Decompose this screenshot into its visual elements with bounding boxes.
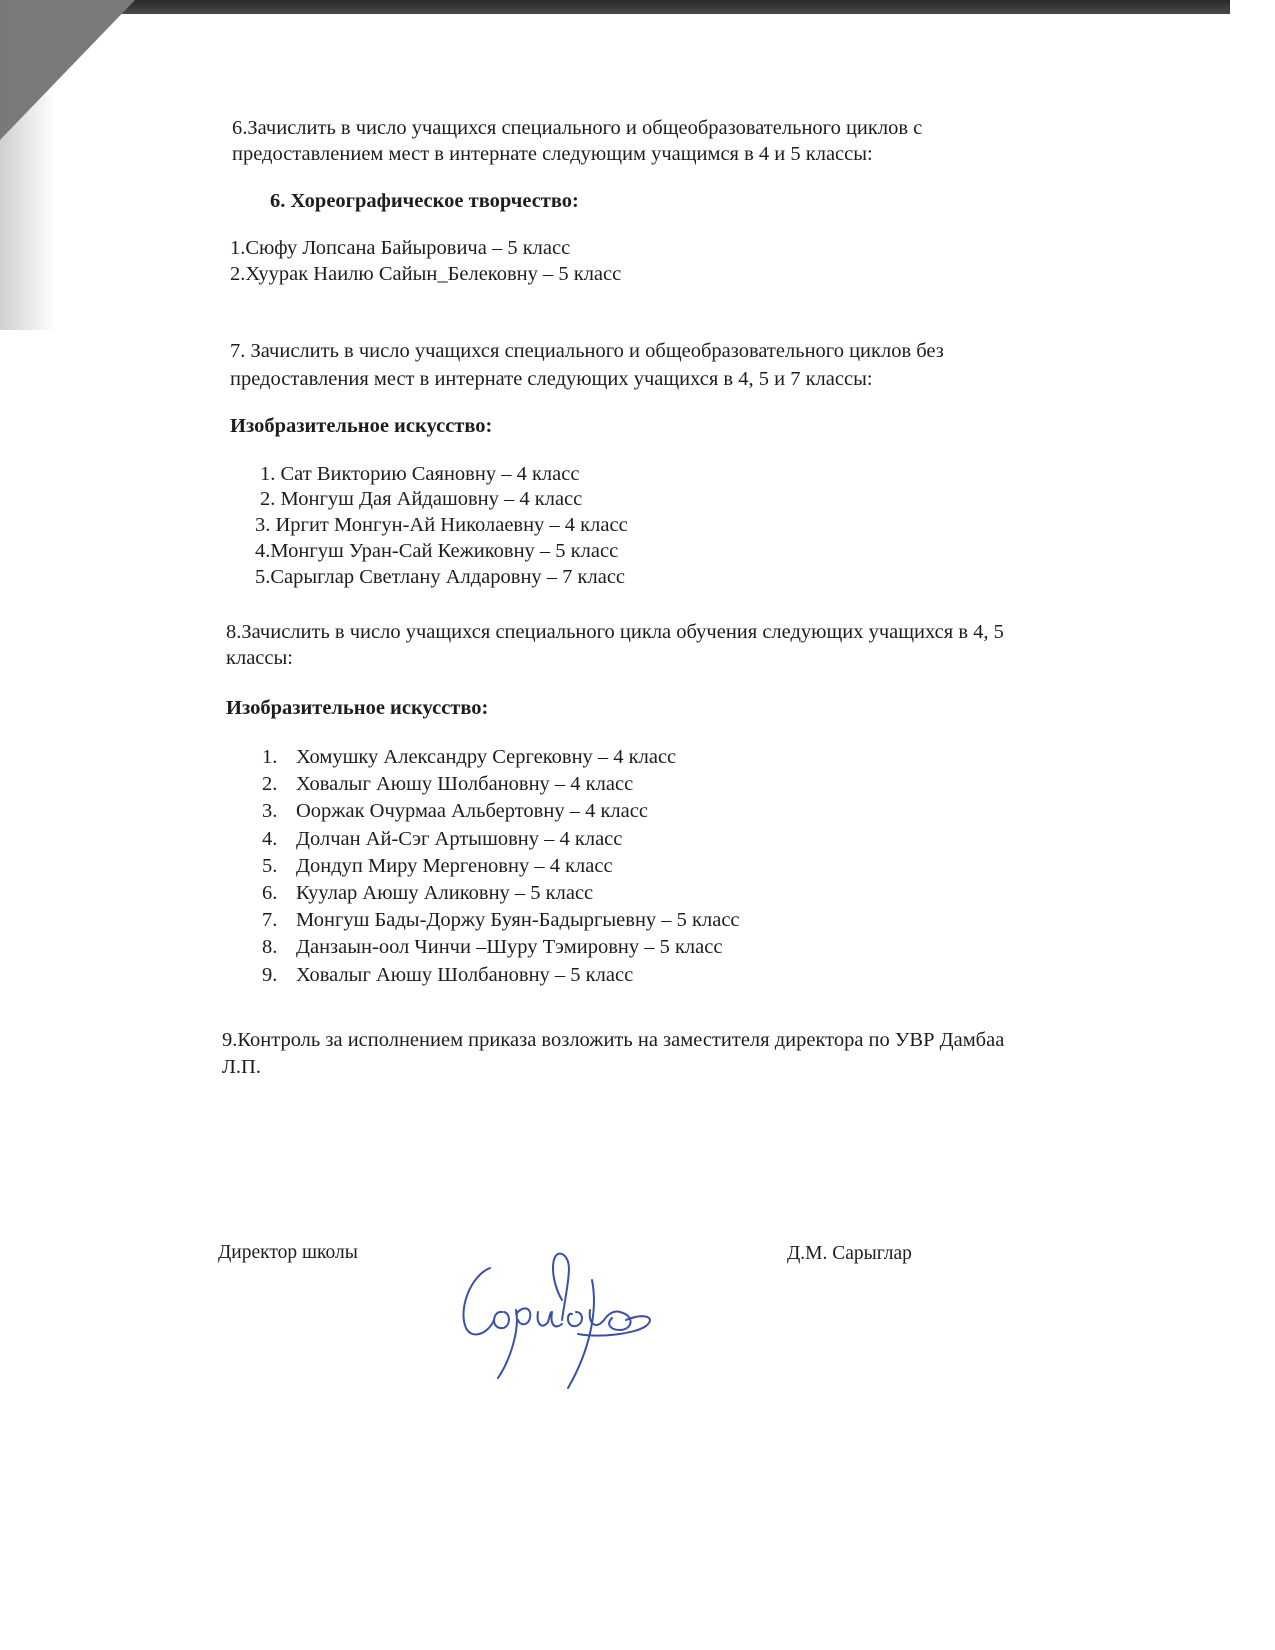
list-text: Монгуш Бады-Доржу Буян-Бадыргыевну – 5 класс [296, 909, 740, 932]
section7-intro-line1: 7. Зачислить в число учащихся специального и общеобразовательного циклов без [230, 340, 944, 362]
list-text: Ховалыг Аюшу Шолбановну – 5 класс [296, 963, 634, 986]
scan-shadow [0, 0, 56, 330]
list-number: 1. [262, 746, 278, 768]
list-text: Долчан Ай-Сэг Артышовну – 4 класс [296, 827, 623, 850]
list-item [262, 798, 740, 825]
list-text: Ооржак Очурмаа Альбертовну – 4 класс [296, 800, 648, 823]
list-number: 6. [262, 882, 278, 905]
section7-student: 5.Сарыглар Светлану Алдаровну – 7 класс [255, 566, 626, 588]
section7-student: 4.Монгуш Уран-Сай Кежиковну – 5 класс [255, 540, 619, 562]
section7-student: 3. Иргит Монгун-Ай Николаевну – 4 класс [255, 514, 628, 536]
section6-intro-line2: предоставлением мест в интернате следующим учащимся в 4 и 5 классы: [232, 143, 873, 165]
list-number: 8. [262, 936, 278, 959]
list-text: Ховалыг Аюшу Шолбановну – 4 класс [296, 773, 634, 796]
list-number: 3. [262, 800, 278, 823]
list-text: Дондуп Миру Мергеновну – 4 класс [296, 854, 613, 877]
list-item [262, 934, 740, 961]
list-number: 4. [262, 827, 278, 850]
list-item [262, 880, 740, 907]
section9-line2: Л.П. [222, 1056, 261, 1078]
section9-line1: 9.Контроль за исполнением приказа возложить на заместителя директора по УВР Дамбаа [222, 1029, 1005, 1051]
list-number: 5. [262, 854, 278, 877]
section7-student: 1. Сат Викторию Саяновну – 4 класс [260, 463, 580, 485]
list-item [262, 826, 740, 853]
section6-student: 2.Хуурак Наилю Сайын_Белековну – 5 класс [230, 263, 622, 285]
section8-heading: Изобразительное искусство: [226, 697, 489, 719]
handwritten-signature [450, 1240, 680, 1390]
director-title: Директор школы [218, 1242, 358, 1263]
section8-intro-line2: классы: [226, 647, 293, 669]
section7-intro-line2: предоставления мест в интернате следующих учащихся в 4, 5 и 7 классы: [230, 368, 873, 390]
section6-heading: 6. Хореографическое творчество: [270, 190, 579, 212]
section7-heading: Изобразительное искусство: [230, 415, 493, 437]
list-item [262, 853, 740, 880]
list-number: 9. [262, 963, 278, 986]
section6-intro-line1: 6.Зачислить в число учащихся специального и общеобразовательного циклов с [232, 117, 923, 139]
list-item [262, 907, 740, 934]
list-text: Хомушку Александру Сергековну – 4 класс [296, 746, 677, 768]
list-text: Данзаын-оол Чинчи –Шуру Тэмировну – 5 класс [296, 936, 723, 959]
section8-student-list [262, 744, 740, 989]
section7-student: 2. Монгуш Дая Айдашовну – 4 класс [260, 488, 583, 510]
director-name: Д.М. Сарыглар [787, 1243, 912, 1264]
scan-edge [0, 0, 1230, 14]
list-number: 2. [262, 773, 278, 796]
list-item [262, 771, 740, 798]
list-text: Куулар Аюшу Аликовну – 5 класс [296, 882, 594, 905]
section8-intro-line1: 8.Зачислить в число учащихся специального цикла обучения следующих учащихся в 4, 5 [226, 621, 1004, 643]
list-number: 7. [262, 909, 278, 932]
list-item [262, 744, 740, 771]
section6-student: 1.Сюфу Лопсана Байыровича – 5 класс [230, 237, 571, 259]
list-item [262, 962, 740, 989]
